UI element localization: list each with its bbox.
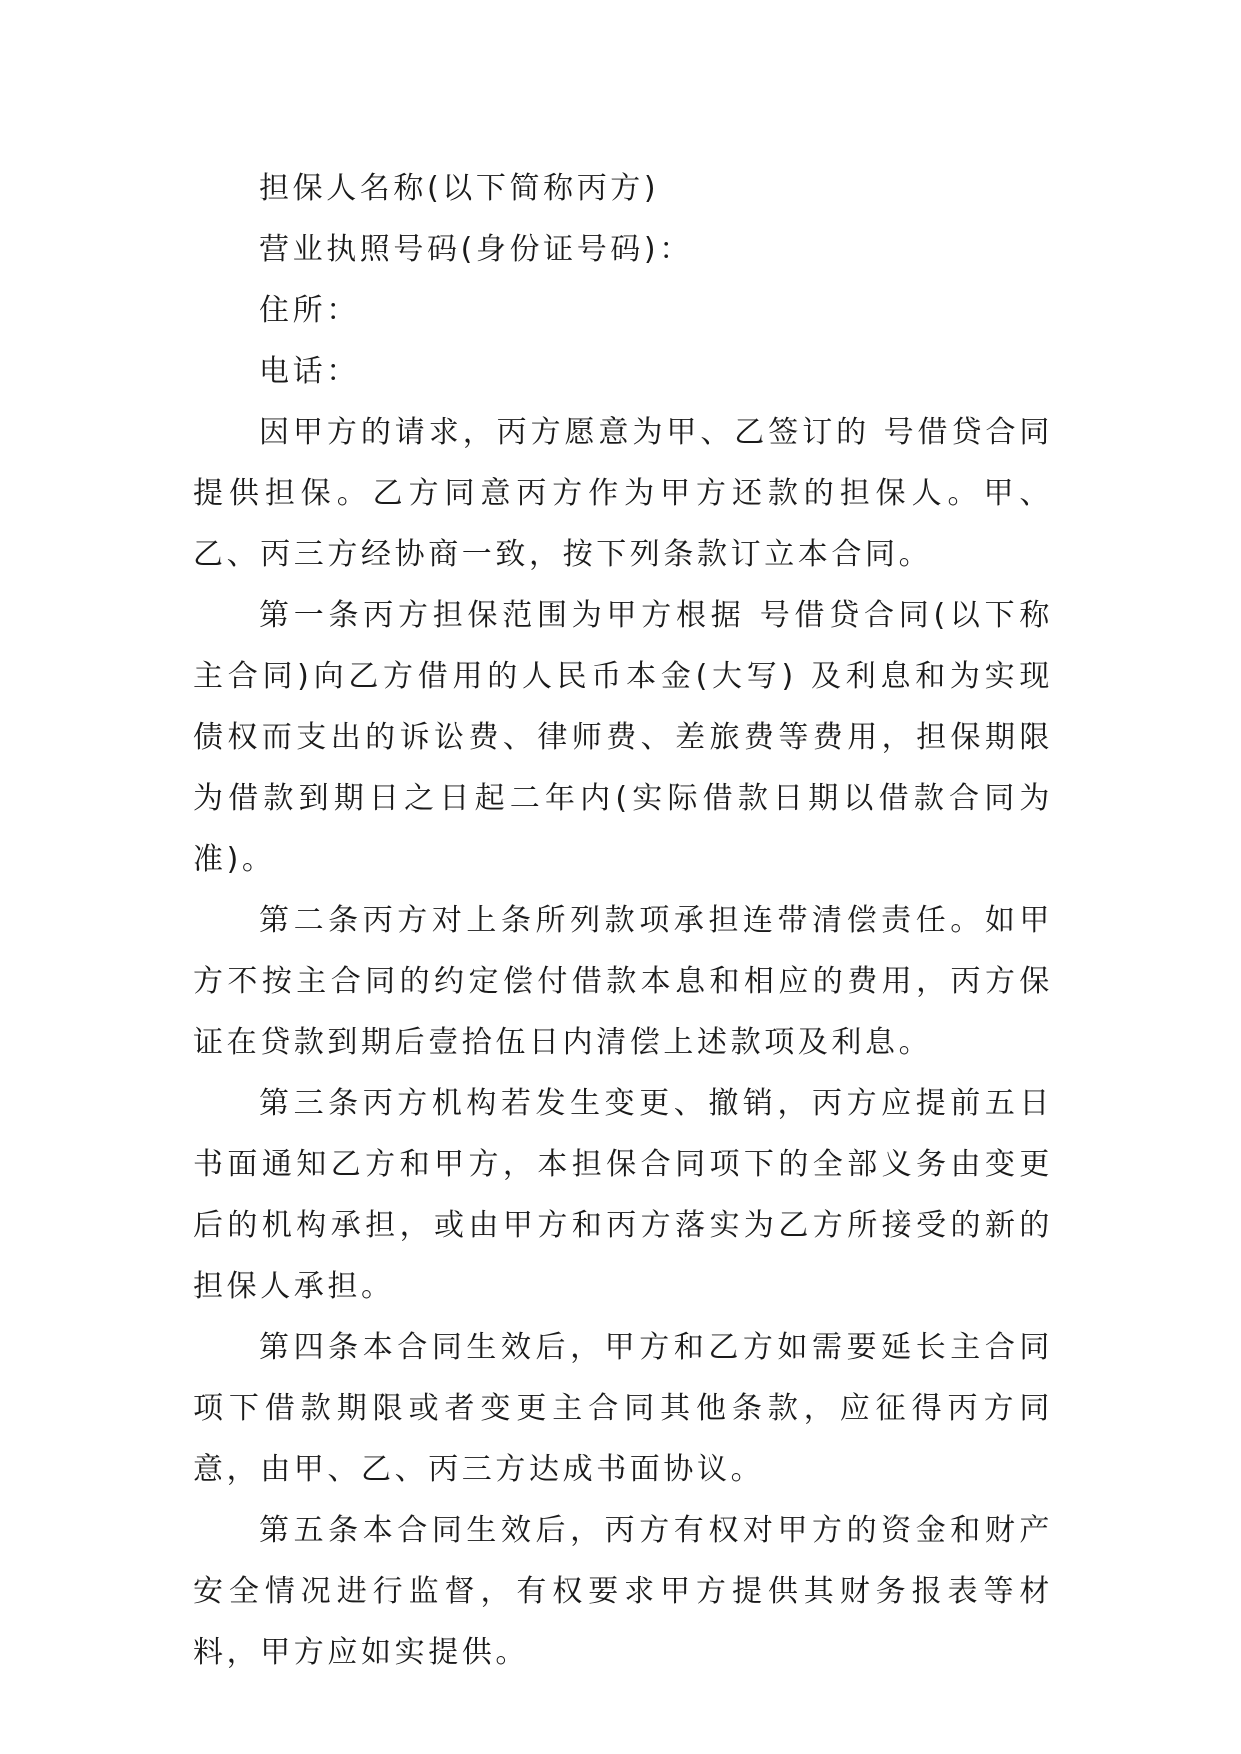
article-5-paragraph: 第五条本合同生效后，丙方有权对甲方的资金和财产安全情况进行监督，有权要求甲方提供其财务报表等材料，甲方应如实提供。	[193, 1513, 1053, 1670]
phone-line: 电话：	[259, 354, 360, 389]
document-body	[193, 158, 1053, 1683]
article-4-paragraph: 第四条本合同生效后，甲方和乙方如需要延长主合同项下借款期限或者变更主合同其他条款，应征得丙方同意，由甲、乙、丙三方达成书面协议。	[193, 1330, 1053, 1487]
article-2-paragraph: 第二条丙方对上条所列款项承担连带清偿责任。如甲方不按主合同的约定偿付借款本息和相应的费用，丙方保证在贷款到期后壹拾伍日内清偿上述款项及利息。	[193, 903, 1053, 1060]
address-line: 住所：	[259, 293, 360, 328]
license-number-line: 营业执照号码(身份证号码)：	[259, 232, 693, 267]
preamble-paragraph: 因甲方的请求，丙方愿意为甲、乙签订的 号借贷合同提供担保。乙方同意丙方作为甲方还款的担保人。甲、乙、丙三方经协商一致，按下列条款订立本合同。	[193, 415, 1053, 572]
article-1-paragraph: 第一条丙方担保范围为甲方根据 号借贷合同(以下称主合同)向乙方借用的人民币本金(大写) 及利息和为实现债权而支出的诉讼费、律师费、差旅费等费用，担保期限为借款到期日之日起二年内(实际借款日期以借款合同为准)。	[193, 598, 1053, 877]
guarantor-name-line: 担保人名称(以下简称丙方)	[259, 171, 660, 206]
article-3-paragraph: 第三条丙方机构若发生变更、撤销，丙方应提前五日书面通知乙方和甲方，本担保合同项下的全部义务由变更后的机构承担，或由甲方和丙方落实为乙方所接受的新的担保人承担。	[193, 1086, 1053, 1304]
